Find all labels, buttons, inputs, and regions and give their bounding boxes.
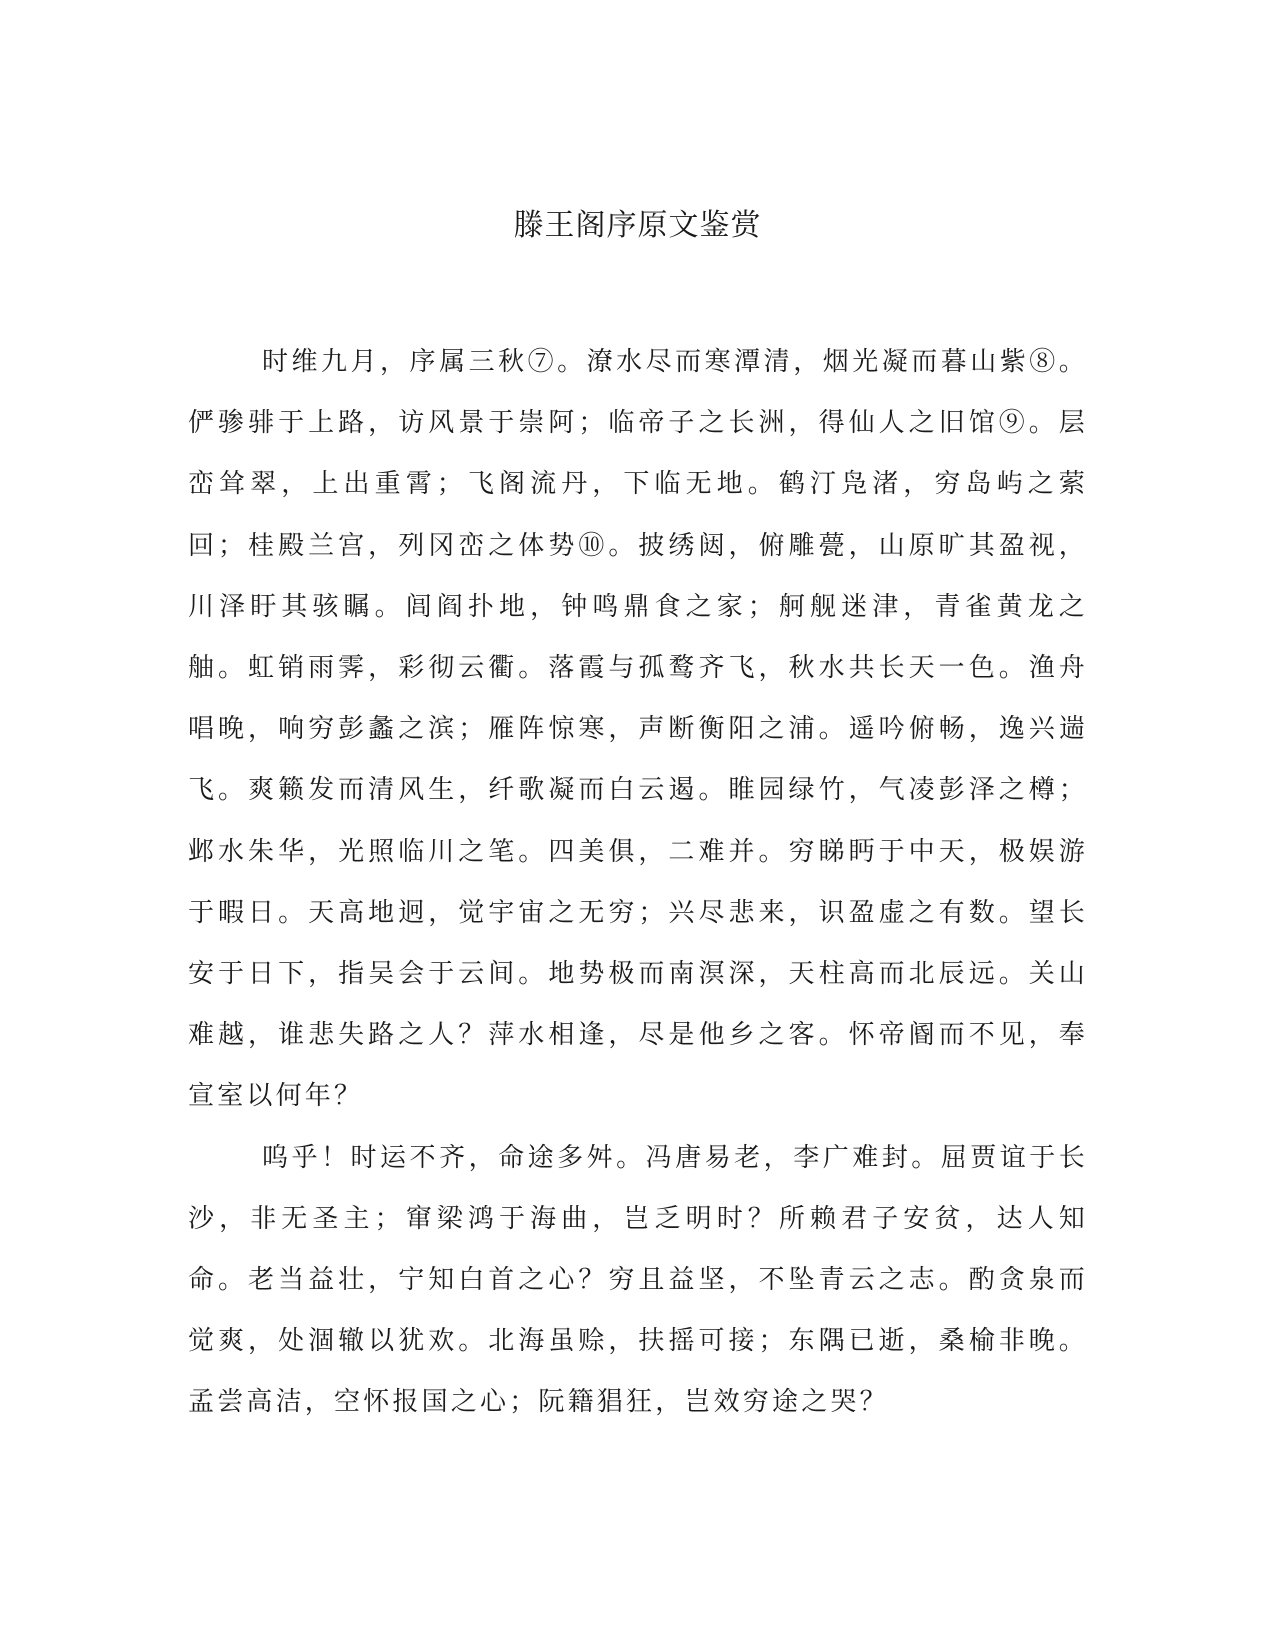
document-title: 滕王阁序原文鉴赏 bbox=[513, 208, 762, 243]
document-body bbox=[188, 332, 1088, 1434]
paragraph-1: 时维九月，序属三秋⑦。潦水尽而寒潭清，烟光凝而暮山紫⑧。俨骖𬴂于上路，访风景于崇阿；临帝子之长洲，得仙人之旧馆⑨。层峦耸翠，上出重霄；飞阁流丹，下临无地。鹤汀凫渚，穷岛屿之萦回；桂殿兰宫，列冈峦之体势⑩。披绣闼，俯雕甍，山原旷其盈视，川泽盱其骇瞩。闾阎扑地，钟鸣鼎食之家；舸舰迷津，青雀黄龙之舳。虹销雨霁，彩彻云衢。落霞与孤鹜齐飞，秋水共长天一色。渔舟唱晚，响穷彭蠡之滨；雁阵惊寒，声断衡阳之浦。遥吟俯畅，逸兴遄飞。爽籁发而清风生，纤歌凝而白云遏。睢园绿竹，气凌彭泽之樽；邺水朱华，光照临川之笔。四美俱，二难并。穷睇眄于中天，极娱游于暇日。天高地迥，觉宇宙之无穷；兴尽悲来，识盈虚之有数。望长安于日下，指吴会于云间。地势极而南溟深，天柱高而北辰远。关山难越，谁悲失路之人？萍水相逢，尽是他乡之客。怀帝阍而不见，奉宣室以何年？ bbox=[188, 347, 1088, 1112]
paragraph-2: 呜乎！时运不齐，命途多舛。冯唐易老，李广难封。屈贾谊于长沙，非无圣主；窜梁鸿于海曲，岂乏明时？所赖君子安贫，达人知命。老当益壮，宁知白首之心？穷且益坚，不坠青云之志。酌贪泉而觉爽，处涸辙以犹欢。北海虽赊，扶摇可接；东隅已逝，桑榆非晚。孟尝高洁，空怀报国之心；阮籍猖狂，岂效穷途之哭？ bbox=[188, 1142, 1088, 1418]
